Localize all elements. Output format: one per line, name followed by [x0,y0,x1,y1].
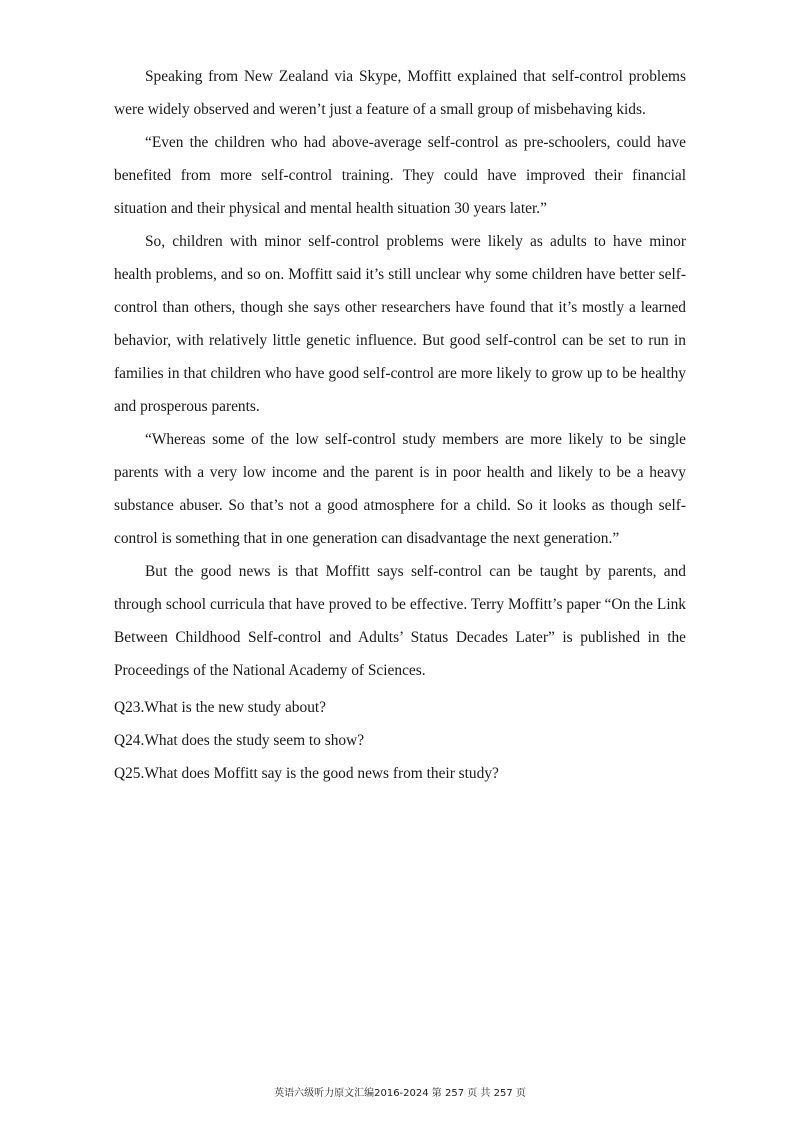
question-list [114,691,686,790]
paragraph: Speaking from New Zealand via Skype, Moffitt explained that self-control problems were widely observed and weren’t just a feature of a small group of misbehaving kids. [114,68,686,118]
question-item: Q24.What does the study seem to show? [114,732,365,749]
page-footer: 英语六级听力原文汇编2016-2024 第 257 页 共 257 页 [274,1088,526,1099]
paragraph: But the good news is that Moffitt says self-control can be taught by parents, and through school curricula that have proved to be effective. Terry Moffitt’s paper “On the Link Between Childhood Self-control and Adults’ Status Decades Later” is published in the Proceedings of the National Academy of Sciences. [114,563,686,679]
document-body [114,60,686,790]
paragraph: “Whereas some of the low self-control study members are more likely to be single parents with a very low income and the parent is in poor health and likely to be a heavy substance abuser. So that’s not a good atmosphere for a child. So it looks as though self-control is something that in one generation can disadvantage the next generation.” [114,431,686,547]
paragraph: “Even the children who had above-average self-control as pre-schoolers, could have benefited from more self-control training. They could have improved their financial situation and their physical and mental health situation 30 years later.” [114,134,686,217]
question-item: Q23.What is the new study about? [114,699,327,716]
question-item: Q25.What does Moffitt say is the good news from their study? [114,765,499,782]
paragraph: So, children with minor self-control problems were likely as adults to have minor health problems, and so on. Moffitt said it’s still unclear why some children have better self-control than others, though she says other researchers have found that it’s mostly a learned behavior, with relatively little genetic influence. But good self-control can be set to run in families in that children who have good self-control are more likely to grow up to be healthy and prosperous parents. [114,233,686,415]
